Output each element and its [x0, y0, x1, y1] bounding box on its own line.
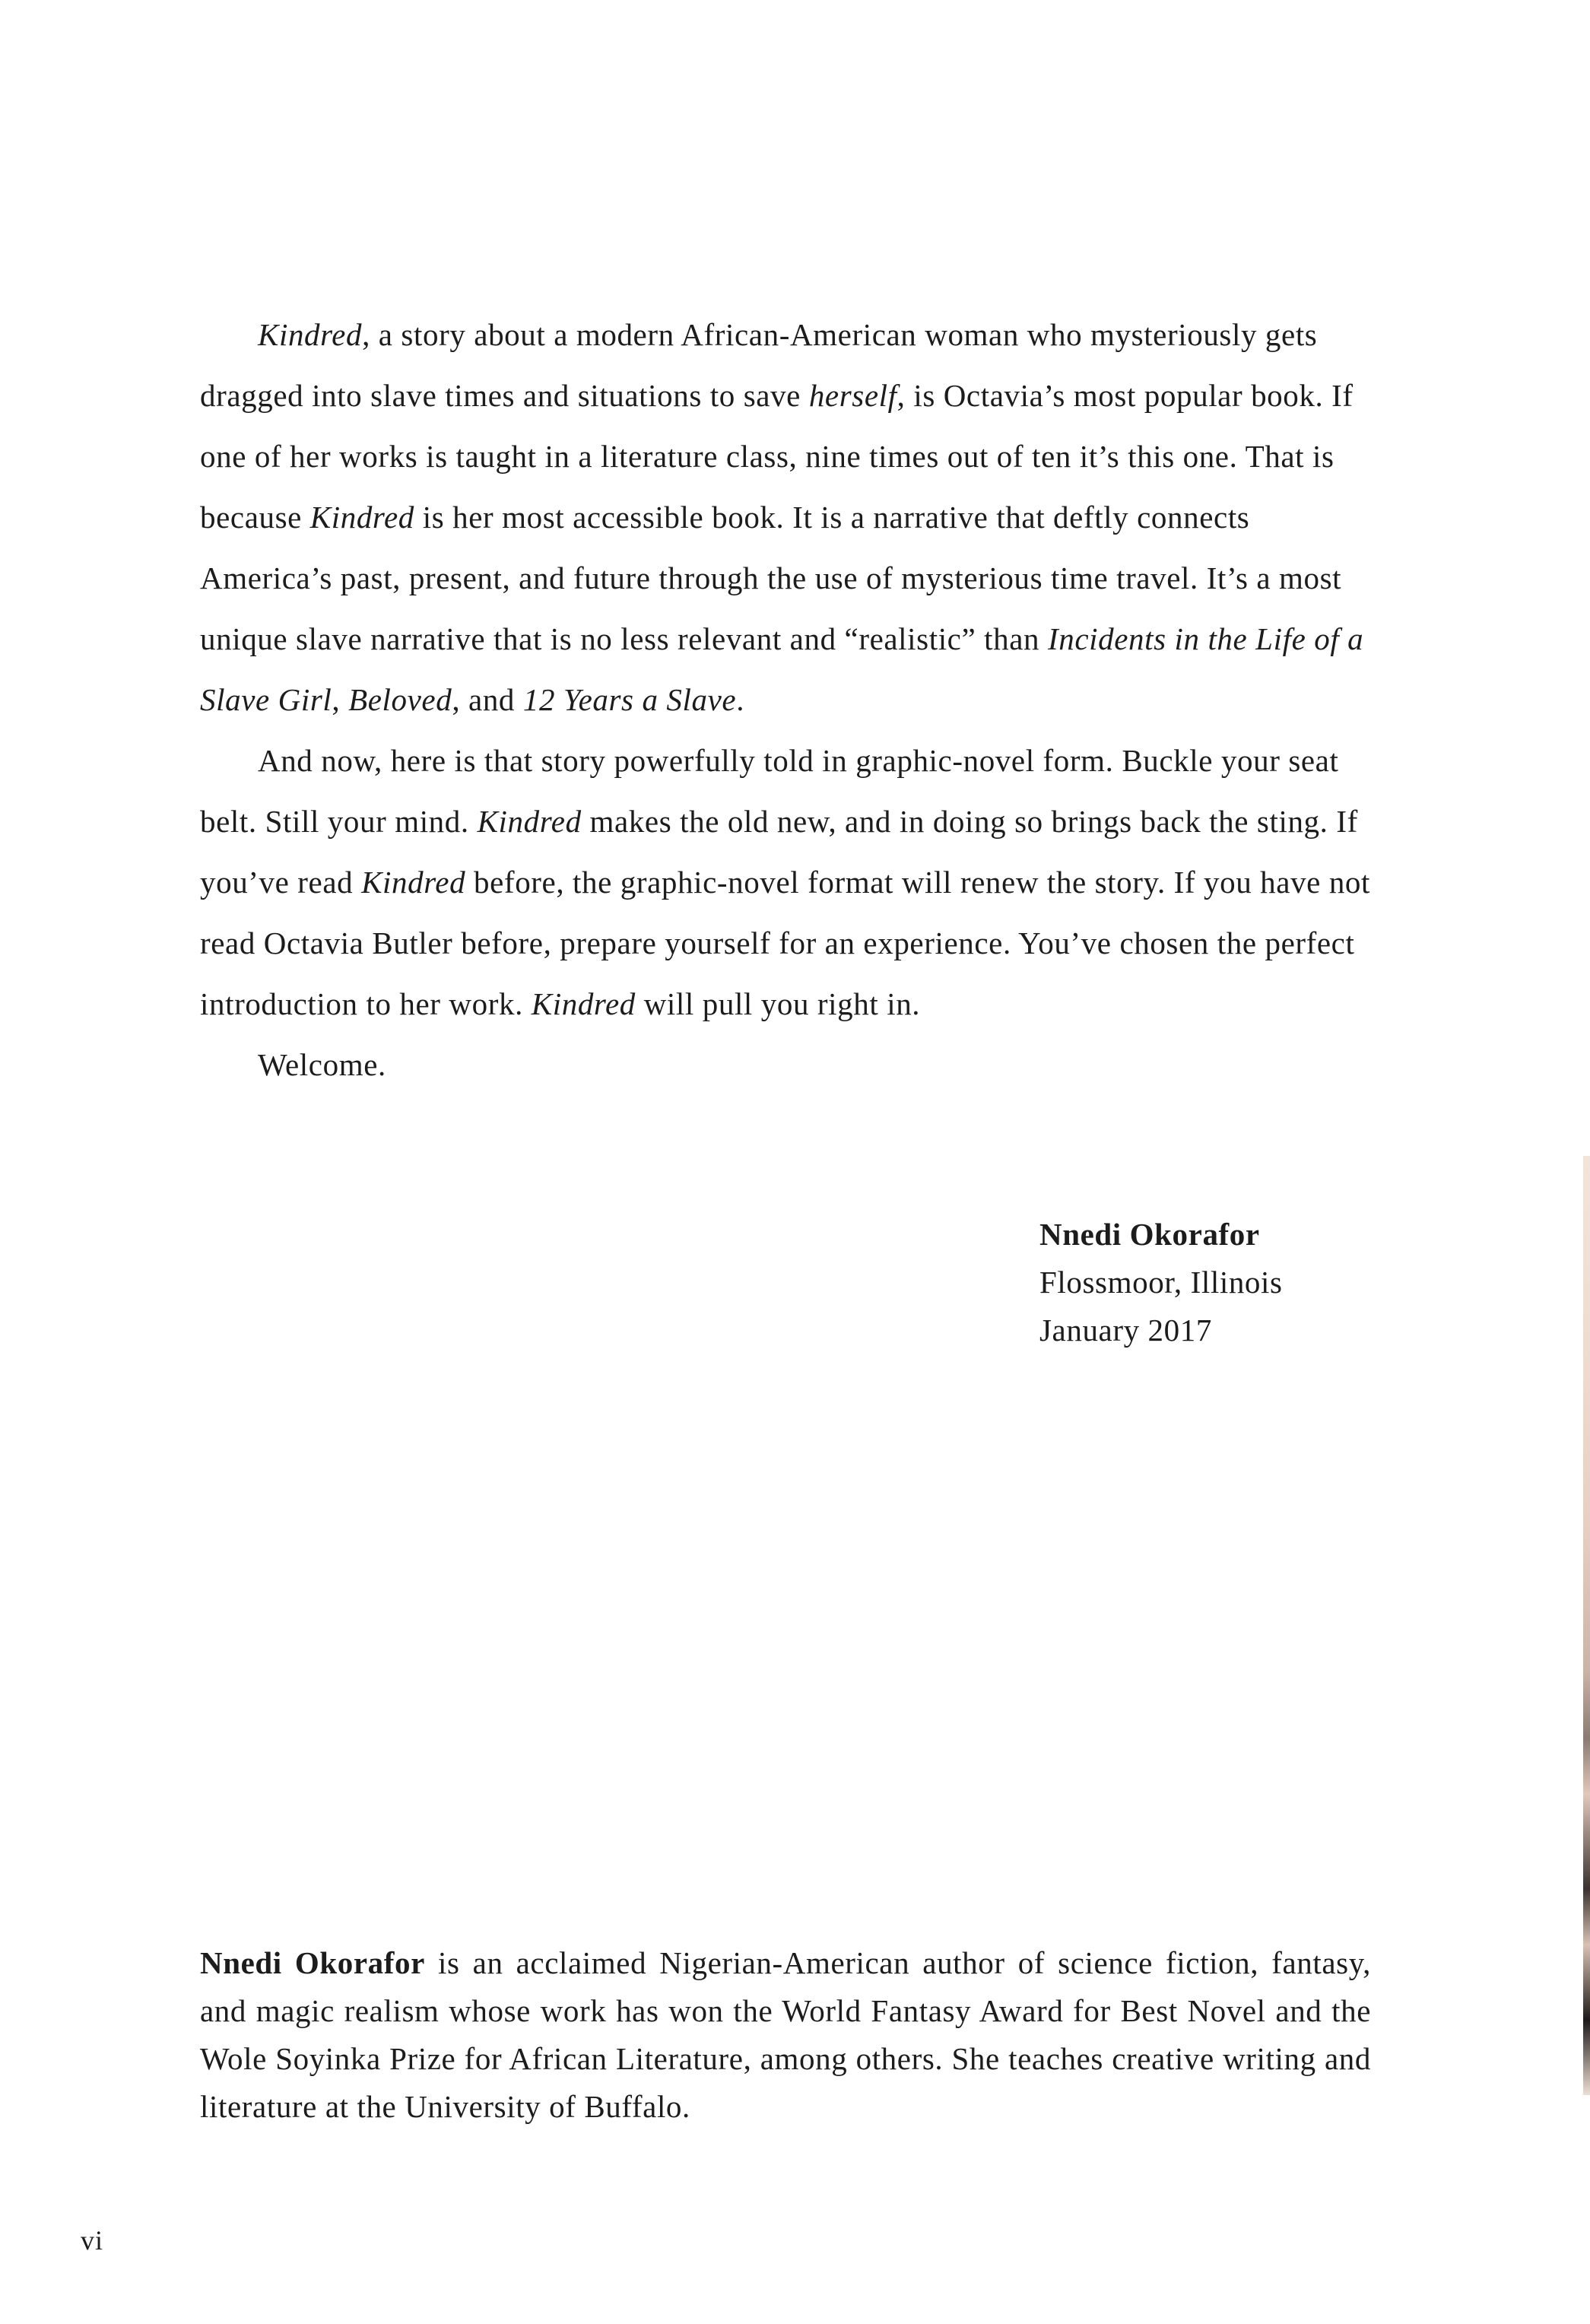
author-bio — [200, 1939, 1371, 2131]
title-kindred: Kindred — [531, 986, 636, 1021]
bio-text: is an acclaimed Nigerian-American author of science fiction, fantasy, and magic realism whose work has won the World Fantasy Award for Best Novel and the Wole Soyinka Prize for African Literature, among others. She teaches creative writing and literature at the University of Buffalo. — [200, 1945, 1371, 2124]
title-kindred: Kindred — [361, 865, 466, 900]
title-beloved: Beloved — [348, 682, 452, 717]
title-12-years: 12 Years a Slave — [522, 682, 737, 717]
page-number: vi — [81, 2225, 104, 2256]
signature-name: Nnedi Okorafor — [1039, 1217, 1260, 1252]
foreword-body — [200, 304, 1371, 1095]
title-kindred: Kindred — [258, 317, 363, 352]
title-kindred: Kindred — [309, 500, 414, 535]
paragraph-2: And now, here is that story powerfully told in graphic-novel form. Buckle your seat belt. Still your mind. Kindred makes the old new, and in doing so brings back the sting. If you’ve read Kindred before, the graphic-novel format will renew the story. If you have not read Octavia Butler before, prepare yourself for an experience. You’ve chosen the perfect introduction to her work. Kindred will pull you right in. — [200, 743, 1371, 1021]
paragraph-3: Welcome. — [258, 1047, 386, 1082]
paragraph-1: Kindred, a story about a modern African-American woman who mysteriously gets dragged into slave times and situations to save herself, is Octavia’s most popular book. If one of her works is taught in a literature class, nine times out of ten it’s this one. That is because Kindred is her most accessible book. It is a narrative that deftly connects America’s past, present, and future through the use of mysterious time travel. It’s a most unique slave narrative that is no less relevant and “realistic” than Incidents in the Life of a Slave Girl, Beloved, and 12 Years a Slave. — [200, 317, 1364, 717]
title-incidents: Incidents in the Life of a Slave Girl — [200, 621, 1364, 717]
signature-date: January 2017 — [1039, 1313, 1212, 1348]
signature-block — [1039, 1211, 1283, 1354]
facing-page-edge — [1583, 1156, 1590, 2095]
title-kindred: Kindred — [477, 804, 582, 839]
bio-author-name: Nnedi Okorafor — [200, 1945, 425, 1980]
signature-location: Flossmoor, Illinois — [1039, 1265, 1283, 1300]
